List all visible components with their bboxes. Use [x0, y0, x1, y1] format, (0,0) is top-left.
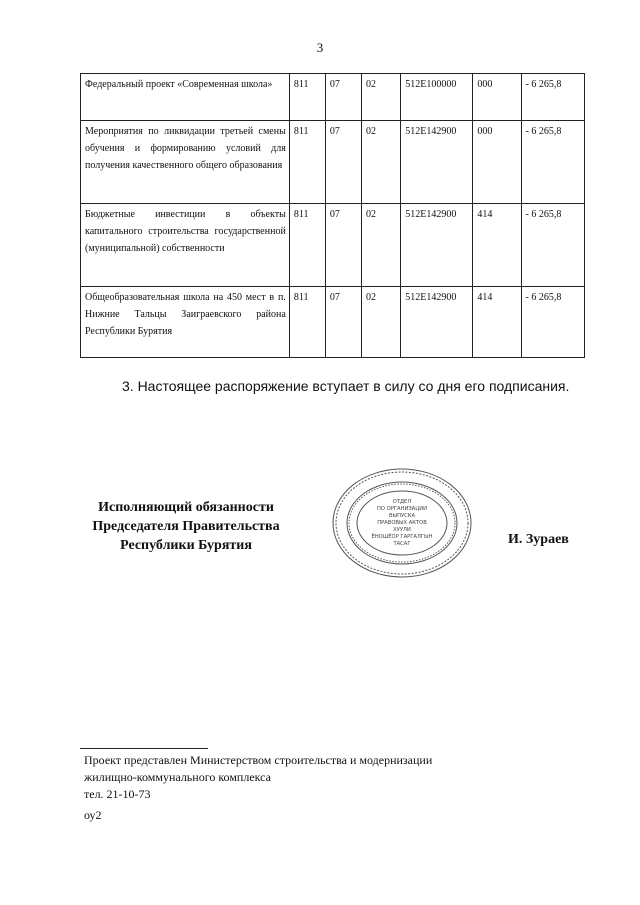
table-row: [81, 121, 585, 204]
table-row: [81, 287, 585, 358]
cell-section: 07: [325, 287, 361, 358]
cell-ministry: 811: [289, 204, 325, 287]
footnote-line: тел. 21-10-73: [84, 787, 151, 801]
signatory-title-line: Председателя Правительства: [92, 519, 280, 534]
cell-amount: - 6 265,8: [521, 287, 584, 358]
cell-target-article: 512E100000: [401, 74, 473, 121]
row-description: Общеобразовательная школа на 450 мест в п. Нижние Тальцы Заиграевского района Республики Бурятия: [81, 287, 290, 358]
budget-table: [80, 73, 585, 358]
stamp-text-line: ЁНОШЁОР ГАРГАЛГЫН: [371, 534, 433, 540]
footnote: [84, 752, 604, 803]
footnote-divider: [80, 748, 208, 749]
cell-section: 07: [325, 121, 361, 204]
cell-expense-type: 000: [473, 74, 521, 121]
stamp-text-line: ТАСАГ: [393, 541, 411, 547]
stamp-text-line: ПО ОРГАНИЗАЦИИ: [376, 506, 428, 512]
page-number: 3: [316, 40, 324, 55]
stamp-text-line: ХУУЛИ: [393, 527, 411, 533]
cell-amount: - 6 265,8: [521, 121, 584, 204]
cell-amount: - 6 265,8: [521, 74, 584, 121]
official-stamp: [330, 466, 475, 581]
signatory-title-line: Исполняющий обязанности: [98, 500, 274, 515]
signatory-title-line: Республики Бурятия: [120, 538, 252, 553]
signatory-name: И. Зураев: [508, 532, 569, 547]
cell-subsection: 02: [361, 204, 400, 287]
cell-target-article: 512E142900: [401, 204, 473, 287]
footnote-line: Проект представлен Министерством строительства и модернизации: [84, 753, 433, 767]
cell-expense-type: 414: [473, 204, 521, 287]
cell-subsection: 02: [361, 121, 400, 204]
cell-amount: - 6 265,8: [521, 204, 584, 287]
cell-section: 07: [325, 204, 361, 287]
stamp-text-line: ПРАВОВЫХ АКТОВ: [377, 520, 427, 526]
cell-expense-type: 000: [473, 121, 521, 204]
cell-subsection: 02: [361, 287, 400, 358]
stamp-text-line: ВЫПУСКА: [388, 513, 416, 519]
cell-target-article: 512E142900: [401, 287, 473, 358]
stamp-text-line: ОТДЕЛ: [392, 499, 412, 505]
footnote-line: жилищно-коммунального комплекса: [84, 770, 271, 784]
table-row: [81, 74, 585, 121]
row-description: Бюджетные инвестиции в объекты капитального строительства государственной (муниципальной) собственности: [81, 204, 290, 287]
paragraph-3: 3. Настоящее распоряжение вступает в силу со дня его подписания.: [122, 378, 570, 394]
row-description: Федеральный проект «Современная школа»: [81, 74, 290, 121]
row-description: Мероприятия по ликвидации третьей смены обучения и формированию условий для получения качественного общего образования: [81, 121, 290, 204]
cell-target-article: 512E142900: [401, 121, 473, 204]
cell-ministry: 811: [289, 74, 325, 121]
cell-ministry: 811: [289, 287, 325, 358]
signatory-title: [80, 498, 292, 555]
cell-subsection: 02: [361, 74, 400, 121]
cell-section: 07: [325, 74, 361, 121]
cell-ministry: 811: [289, 121, 325, 204]
table-row: [81, 204, 585, 287]
cell-expense-type: 414: [473, 287, 521, 358]
document-code: оу2: [84, 808, 102, 822]
